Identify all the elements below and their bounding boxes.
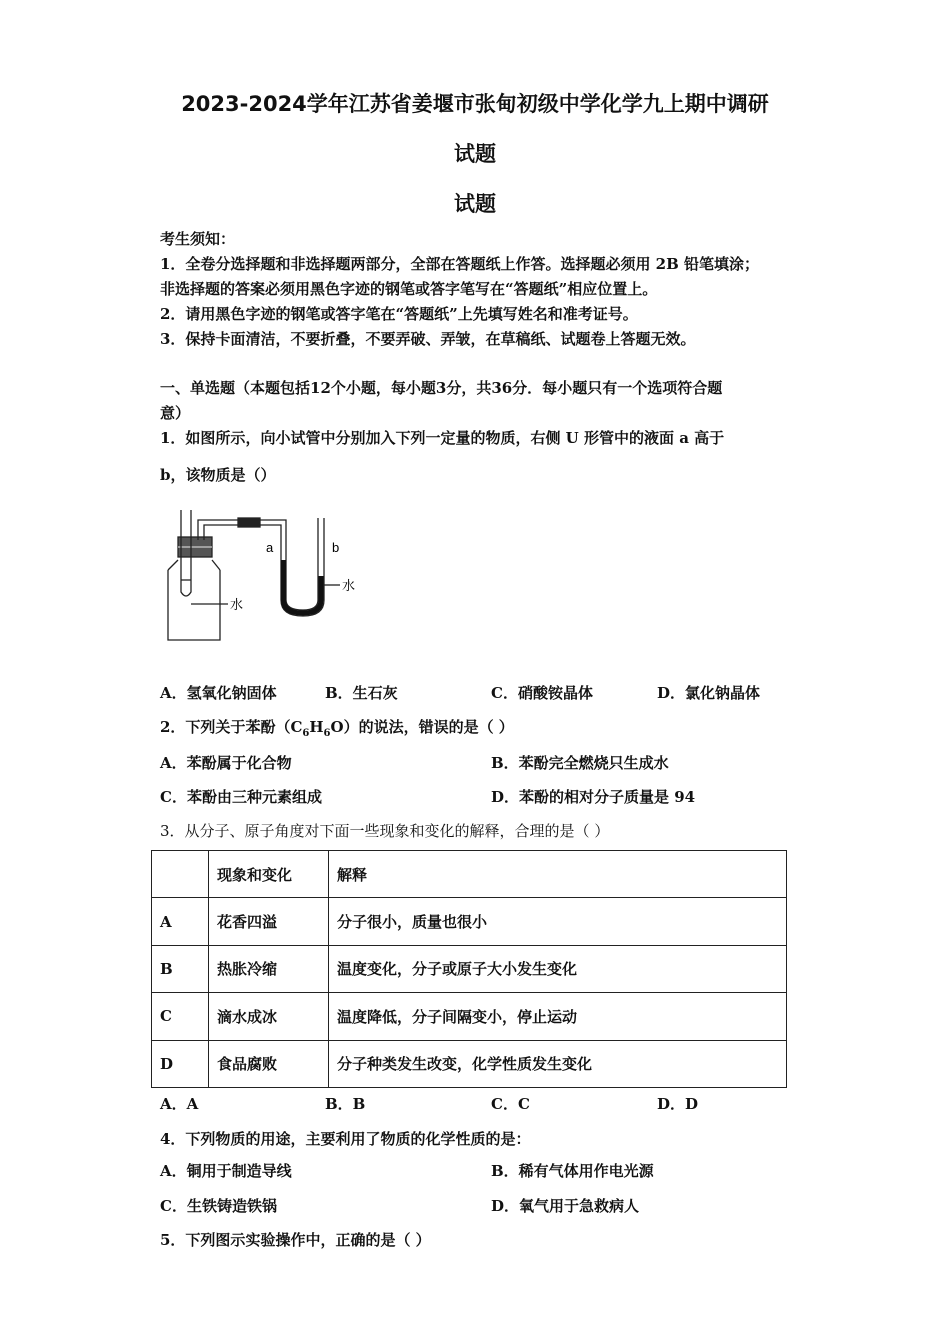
q4-stem: 4．下列物质的用途，主要利用了物质的化学性质的是： xyxy=(160,1130,531,1148)
q2-option-a[interactable]: A．苯酚属于化合物 xyxy=(160,754,292,772)
q1-stem: 1．如图所示，向小试管中分别加入下列一定量的物质，右侧 U 形管中的液面 a 高于 xyxy=(160,429,725,447)
q3-option-d[interactable]: D．D xyxy=(657,1095,699,1113)
table-row xyxy=(152,1040,787,1087)
q1-stem-cont: b，该物质是（） xyxy=(160,466,276,484)
exam-title-line1: 2023-2024学年江苏省姜堰市张甸初级中学化学九上期中调研 xyxy=(181,92,769,116)
label-a: a xyxy=(266,540,274,555)
q2-option-c[interactable]: C．苯酚由三种元素组成 xyxy=(160,788,322,806)
q1-option-d[interactable]: D．氯化钠晶体 xyxy=(657,684,761,702)
notice-item-3: 3．保持卡面清洁，不要折叠，不要弄破、弄皱，在草稿纸、试题卷上答题无效。 xyxy=(160,330,696,348)
q2-option-d[interactable]: D．苯酚的相对分子质量是 94 xyxy=(491,788,696,806)
q3-option-b[interactable]: B．B xyxy=(325,1095,366,1113)
notice-heading: 考生须知： xyxy=(160,230,236,248)
q4-option-c[interactable]: C．生铁铸造铁锅 xyxy=(160,1197,277,1215)
exam-title-line2: 试题 xyxy=(454,142,496,166)
table-cell: D xyxy=(152,1040,209,1087)
label-water-right: 水 xyxy=(342,579,356,594)
q4-option-b[interactable]: B．稀有气体用作电光源 xyxy=(491,1162,654,1180)
notice-item-1: 1．全卷分选择题和非选择题两部分，全部在答题纸上作答。选择题必须用 2B 铅笔填涂； xyxy=(160,255,760,273)
table-header-row xyxy=(152,851,787,898)
table-cell: 现象和变化 xyxy=(209,851,329,898)
table-cell xyxy=(152,851,209,898)
q3-table xyxy=(151,850,787,1088)
label-water-left: 水 xyxy=(230,598,244,613)
table-cell: 花香四溢 xyxy=(209,898,329,945)
q4-option-a[interactable]: A．铜用于制造导线 xyxy=(160,1162,292,1180)
section-heading-cont: 意） xyxy=(160,404,191,422)
label-b: b xyxy=(332,540,340,555)
section-heading: 一、单选题（本题包括12个小题，每小题3分，共36分．每小题只有一个选项符合题 xyxy=(160,379,723,397)
table-cell: A xyxy=(152,898,209,945)
table-cell: 热胀冷缩 xyxy=(209,945,329,992)
table-row xyxy=(152,993,787,1040)
exam-title-line3: 试题 xyxy=(454,192,496,216)
table-cell: 食品腐败 xyxy=(209,1040,329,1087)
table-row xyxy=(152,898,787,945)
q1-option-a[interactable]: A．氢氧化钠固体 xyxy=(160,684,277,702)
table-row xyxy=(152,945,787,992)
q3-option-a[interactable]: A．A xyxy=(160,1095,199,1113)
table-cell: 温度降低，分子间隔变小，停止运动 xyxy=(329,993,787,1040)
table-cell: B xyxy=(152,945,209,992)
table-cell: 解释 xyxy=(329,851,787,898)
q3-stem: 3．从分子、原子角度对下面一些现象和变化的解释，合理的是（ ） xyxy=(160,822,610,840)
q4-option-d[interactable]: D．氧气用于急救病人 xyxy=(491,1197,640,1215)
q2-stem: 2．下列关于苯酚$(C_6H_6O)$的说法，错误的是（ ） xyxy=(160,718,514,739)
q2-option-b[interactable]: B．苯酚完全燃烧只生成水 xyxy=(491,754,669,772)
u-tube-apparatus-figure xyxy=(158,500,368,650)
table-cell: C xyxy=(152,993,209,1040)
table-cell: 温度变化，分子或原子大小发生变化 xyxy=(329,945,787,992)
table-cell: 分子很小，质量也很小 xyxy=(329,898,787,945)
table-cell: 分子种类发生改变，化学性质发生变化 xyxy=(329,1040,787,1087)
notice-item-1-cont: 非选择题的答案必须用黑色字迹的钢笔或答字笔写在“答题纸”相应位置上。 xyxy=(160,280,658,298)
q5-stem: 5．下列图示实验操作中，正确的是（ ） xyxy=(160,1231,431,1249)
notice-item-2: 2．请用黑色字迹的钢笔或答字笔在“答题纸”上先填写姓名和准考证号。 xyxy=(160,305,638,323)
table-cell: 滴水成冰 xyxy=(209,993,329,1040)
q1-option-b[interactable]: B．生石灰 xyxy=(325,684,398,702)
q1-option-c[interactable]: C．硝酸铵晶体 xyxy=(491,684,593,702)
q3-option-c[interactable]: C．C xyxy=(491,1095,530,1113)
